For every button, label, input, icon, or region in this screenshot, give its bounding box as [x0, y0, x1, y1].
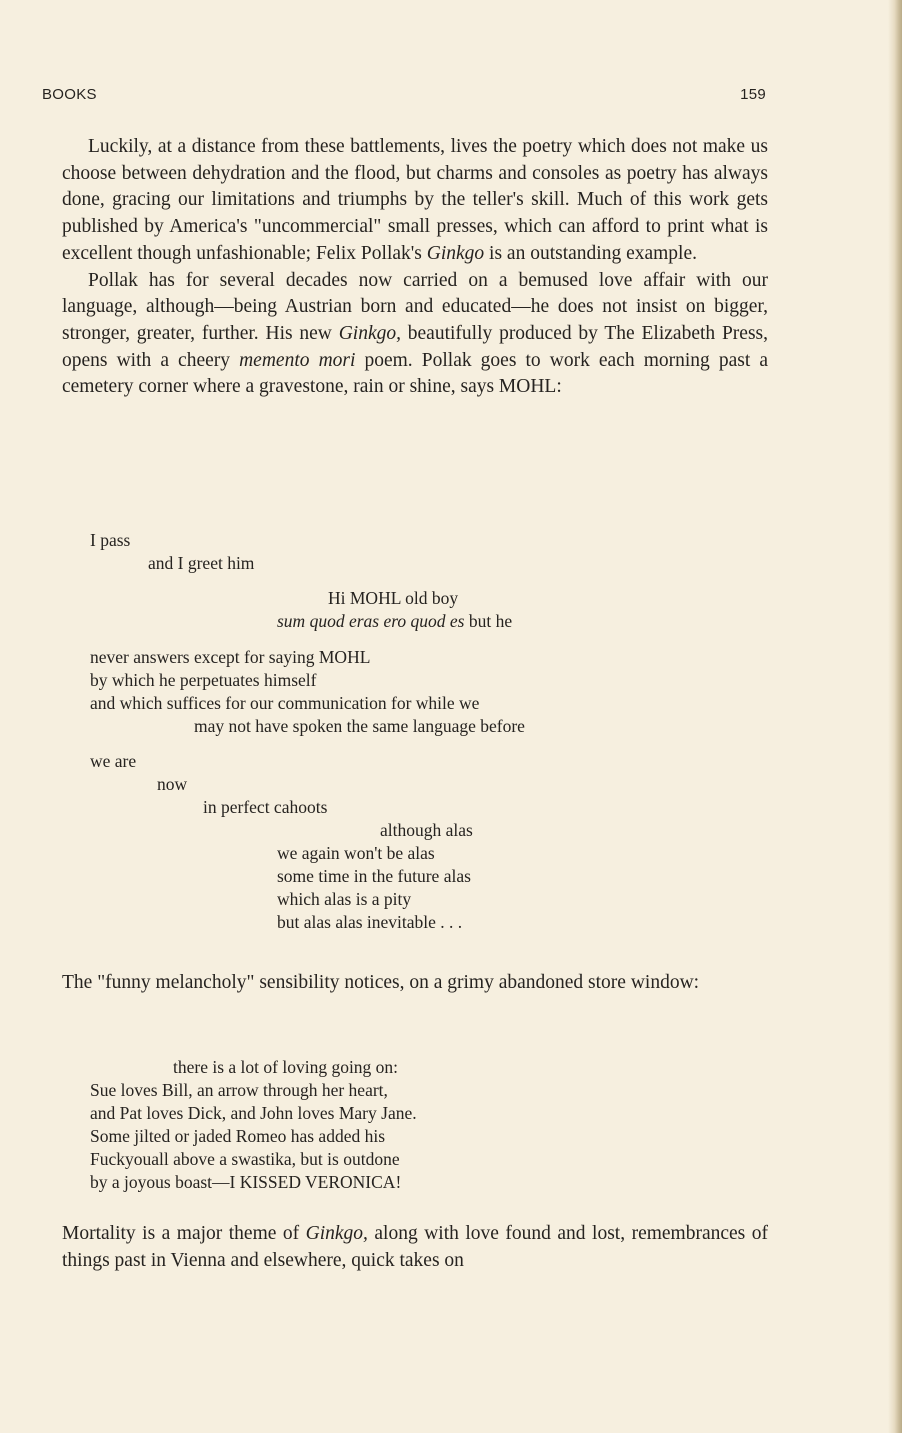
latin-phrase: sum quod eras ero quod es	[277, 611, 465, 631]
paragraph-2-text-a: Pollak has for several decades now carried on a bemused love affair with our language, although—being Austrian born and educated—he does not insist on bigger, stronger, greater, further. His new	[62, 269, 768, 344]
paragraph-1	[62, 134, 768, 268]
latin-phrase: memento mori	[239, 349, 356, 371]
prose-block-1	[62, 134, 768, 401]
running-header	[42, 86, 766, 108]
poem-line: and Pat loves Dick, and John loves Mary Jane.	[90, 1103, 417, 1123]
poem-line: Fuckyouall above a swastika, but is outdone	[90, 1149, 400, 1169]
poem-line: we are	[90, 751, 137, 771]
poem-line: although alas	[380, 820, 473, 840]
poem-line: never answers except for saying MOHL	[90, 647, 371, 667]
poem-line: and which suffices for our communication for while we	[90, 693, 480, 713]
poem-line: some time in the future alas	[277, 866, 471, 886]
section-title: BOOKS	[42, 86, 97, 103]
poem-line: and I greet him	[148, 553, 255, 573]
paragraph-4-text-a: Mortality is a major theme of	[62, 1223, 306, 1244]
book-title-ginkgo: Ginkgo,	[305, 1223, 368, 1244]
poem-line: Some jilted or jaded Romeo has added his	[90, 1126, 386, 1146]
page-number: 159	[740, 86, 766, 103]
poem-line: by a joyous boast—I KISSED VERONICA!	[90, 1172, 402, 1192]
book-title-ginkgo: Ginkgo,	[338, 322, 401, 344]
poem-line: in perfect cahoots	[203, 797, 328, 817]
poem-line: by which he perpetuates himself	[90, 670, 317, 690]
paragraph-4-text-b: along with love found and lost, remembrances of things past in Vienna and elsewhere, quick takes on	[62, 1223, 768, 1271]
poem-line: but alas alas inevitable . . .	[277, 912, 463, 932]
poem-line: Sue loves Bill, an arrow through her heart,	[90, 1080, 388, 1100]
poem-line: there is a lot of loving going on:	[173, 1057, 399, 1077]
poem-line: may not have spoken the same language before	[194, 716, 525, 736]
prose-block-2	[62, 970, 768, 997]
prose-block-3	[62, 1221, 768, 1274]
book-title-ginkgo: Ginkgo	[426, 242, 485, 264]
paragraph-1-text-a: Luckily, at a distance from these battlements, lives the poetry which does not make us choose between dehydration and the flood, but charms and consoles as poetry has always done, gracing our limitations and triumphs by the teller's skill. Much of this work gets published by America's "uncommercial" small presses, which can afford to print what is excellent though unfashionable; Felix Pollak's	[62, 136, 768, 264]
paragraph-1-text-b: is an outstanding example.	[484, 242, 697, 264]
poem-line-rest: but he	[464, 611, 513, 631]
poem-line: I pass	[90, 530, 131, 550]
poem-line: we again won't be alas	[277, 843, 435, 863]
poem-line	[277, 610, 512, 633]
paragraph-2-text-c: poem. Pollak goes to work each morning past a cemetery corner where a gravestone, rain or shine, says MOHL:	[62, 349, 768, 398]
paragraph-4	[62, 1221, 768, 1274]
paragraph-3: The "funny melancholy" sensibility notices, on a grimy abandoned store window:	[62, 972, 700, 993]
poem-line: now	[157, 774, 188, 794]
poem-line: which alas is a pity	[277, 889, 412, 909]
paragraph-2-text-b: beautifully produced by The Elizabeth Press, opens with a cheery	[62, 322, 768, 371]
paragraph-2	[62, 268, 768, 402]
poem-line: Hi MOHL old boy	[328, 588, 459, 608]
